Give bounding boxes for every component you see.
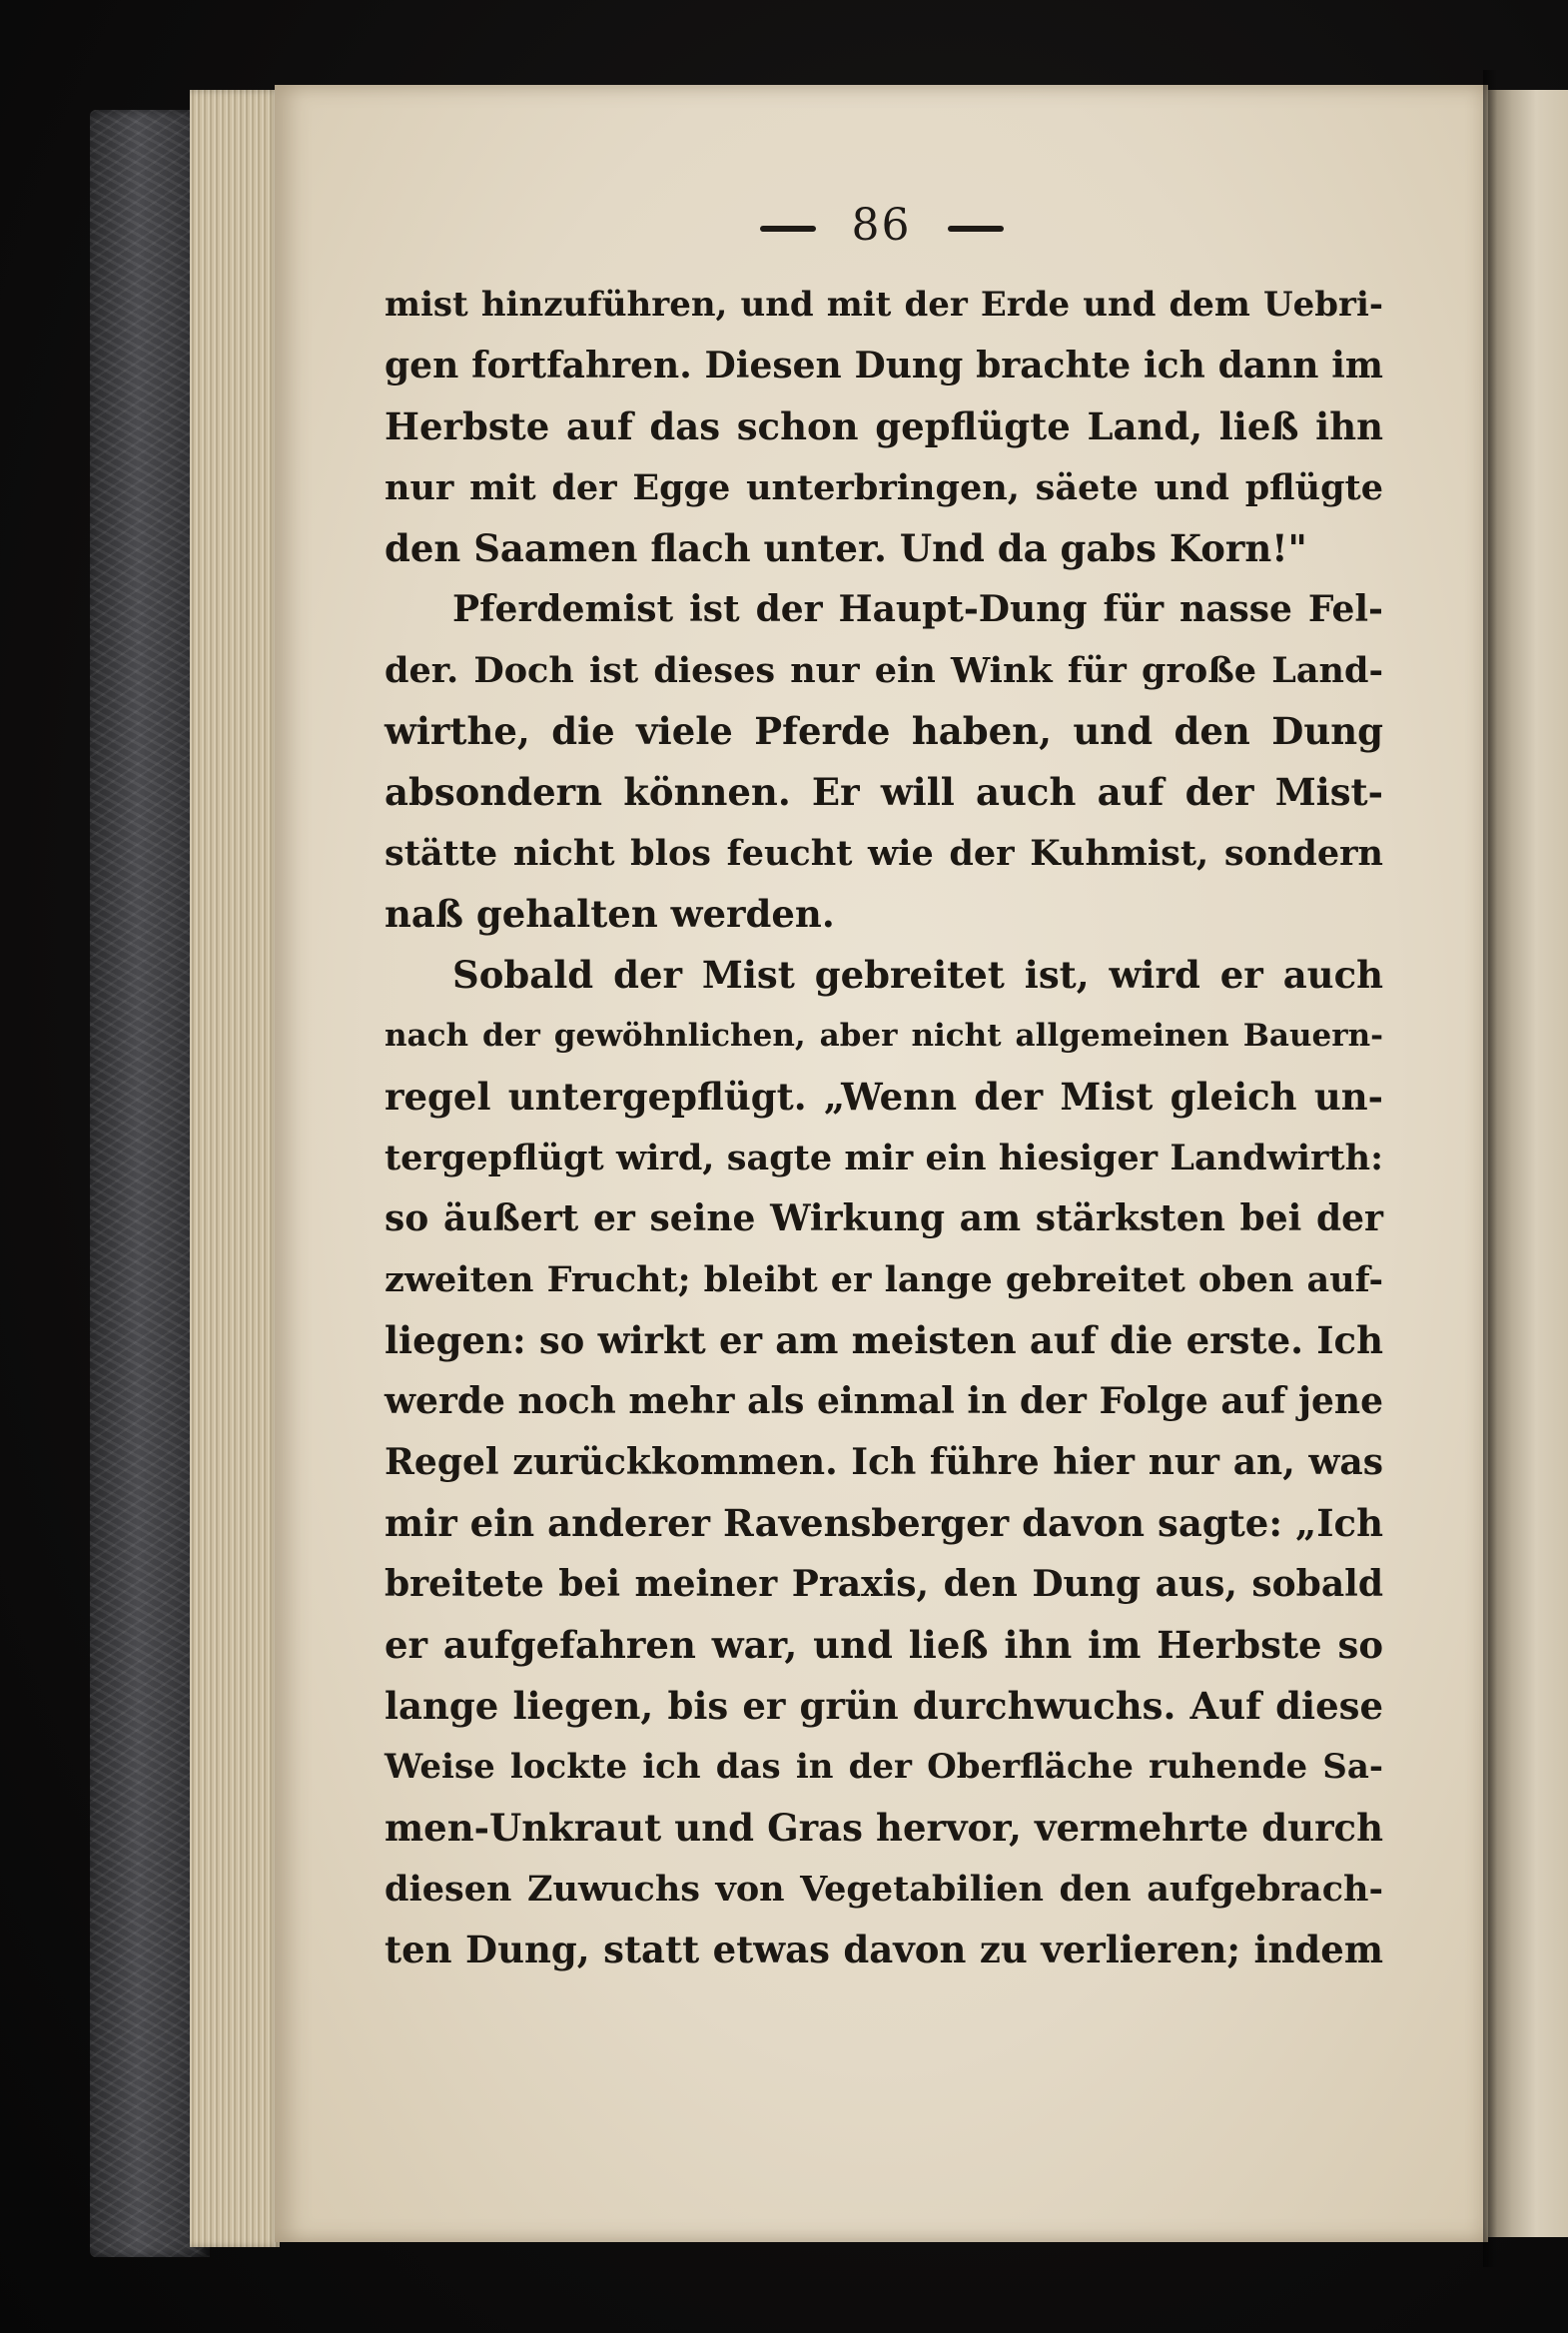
page-edges-left: [190, 90, 280, 2247]
book-page: [275, 85, 1488, 2242]
body-text: [385, 275, 1383, 1980]
text-line: gen fortfahren. Diesen Dung brachte ich dann im: [385, 345, 1383, 387]
text-line: nur mit der Egge unterbringen, säete und pflügte: [385, 467, 1383, 508]
text-line: men-Unkraut und Gras hervor, vermehrte durch: [385, 1806, 1383, 1850]
text-line: mir ein anderer Ravensberger davon sagte: „Ich: [385, 1501, 1383, 1545]
text-line: den Saamen flach unter. Und da gabs Korn!": [385, 526, 1307, 570]
text-line: regel untergepflügt. „Wenn der Mist gleich un-: [385, 1075, 1383, 1119]
text-line: absondern können. Er will auch auf der Mist-: [385, 770, 1383, 814]
text-line: so äußert er seine Wirkung am stärksten bei der: [385, 1197, 1383, 1239]
header-dash-right: [948, 226, 1004, 232]
text-line: breitete bei meiner Praxis, den Dung aus, sobald: [385, 1563, 1383, 1605]
open-book: [90, 70, 1568, 2307]
text-line: naß gehalten werden.: [385, 892, 835, 936]
text-line: mist hinzuführen, und mit der Erde und dem Uebri-: [385, 285, 1383, 325]
text-line: der. Doch ist dieses nur ein Wink für große Land-: [385, 650, 1383, 691]
text-line: Weise lockte ich das in der Oberfläche ruhende Sa-: [385, 1747, 1383, 1787]
text-line: zweiten Frucht; bleibt er lange gebreitet oben auf-: [385, 1259, 1383, 1300]
text-line: lange liegen, bis er grün durchwuchs. Auf diese: [385, 1684, 1383, 1728]
text-line: ten Dung, statt etwas davon zu verlieren; indem: [385, 1928, 1383, 1971]
text-line: er aufgefahren war, und ließ ihn im Herbste so: [385, 1623, 1383, 1667]
text-line: stätte nicht blos feucht wie der Kuhmist, sondern: [385, 833, 1383, 874]
facing-page-edge: [1488, 90, 1568, 2237]
text-line: Regel zurückkommen. Ich führe hier nur an, was: [385, 1441, 1383, 1483]
text-line: wirthe, die viele Pferde haben, und den Dung: [385, 709, 1383, 753]
header-dash-left: [760, 226, 816, 232]
page-header: [275, 200, 1488, 251]
text-line: Pferdemist ist der Haupt-Dung für nasse Fel-: [452, 588, 1383, 630]
gutter-shadow: [1483, 70, 1497, 2267]
text-line: Sobald der Mist gebreitet ist, wird er auch: [452, 953, 1383, 997]
text-line: Herbste auf das schon gepflügte Land, ließ ihn: [385, 404, 1383, 448]
text-line: liegen: so wirkt er am meisten auf die erste. Ich: [385, 1318, 1383, 1362]
page-number: 86: [851, 200, 912, 251]
text-line: werde noch mehr als einmal in der Folge auf jene: [385, 1380, 1383, 1422]
text-line: nach der gewöhnlichen, aber nicht allgemeinen Bauern-: [385, 1018, 1383, 1054]
text-line: diesen Zuwuchs von Vegetabilien den aufgebrach-: [385, 1869, 1383, 1910]
text-line: tergepflügt wird, sagte mir ein hiesiger Landwirth:: [385, 1138, 1383, 1178]
